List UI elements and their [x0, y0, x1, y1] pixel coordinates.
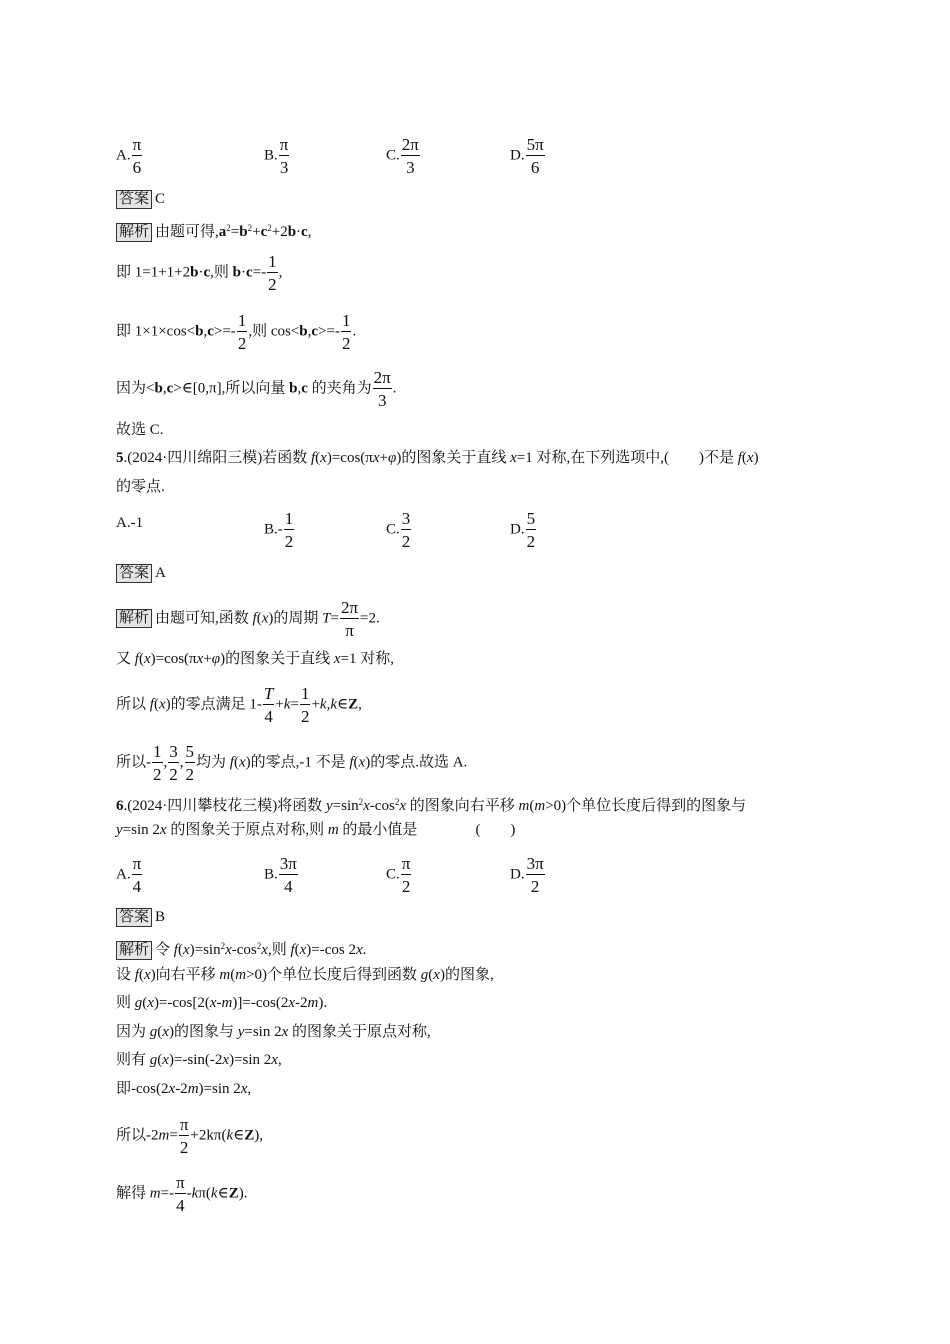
- q5-analysis-line1: 解析 由题可知,函数 f(x)的周期 T= $\frac{2\pi}{\pi}$ =2.: [116, 599, 380, 639]
- q6-analysis-line6: 即-cos(2x-2m)=sin 2x,: [116, 1081, 252, 1097]
- q6-analysis-line1: 解析 令 $f(x)=\sin^2x-\cos^2x$,则 f(x)=-cos 2x.: [116, 936, 366, 960]
- analysis-tag: 解析: [116, 223, 152, 242]
- q5-option-c[interactable]: C. $\frac{3}{2}$: [386, 509, 411, 551]
- q6-answer: 答案 B: [116, 907, 165, 927]
- q4-option-a[interactable]: A. $\frac{\pi}{6}$: [116, 135, 142, 177]
- q5-answer: 答案 A: [116, 563, 166, 583]
- q6-analysis-line7: 所以-2m= $\frac{\pi}{2}$ +2kπ(k∈Z),: [116, 1115, 263, 1157]
- analysis-tag: 解析: [116, 941, 152, 960]
- q6-analysis-line4: 因为 g(x)的图象与 y=sin 2x 的图象关于原点对称,: [116, 1024, 431, 1040]
- q5-analysis-line3: 所以 f(x)的零点满足 1- $\frac{T}{4}$ +k= $\frac{1}{2}$ +k,k∈Z,: [116, 684, 362, 726]
- q5-stem-line2: 的零点.: [116, 479, 165, 495]
- q6-analysis-line8: 解得 m=- $\frac{\pi}{4}$ -kπ(k∈Z).: [116, 1173, 248, 1215]
- q4-option-d[interactable]: D. $\frac{5\pi}{6}$: [510, 135, 544, 177]
- q6-option-b[interactable]: B. $\frac{3\pi}{4}$: [264, 854, 297, 896]
- q4-answer: 答案 C: [116, 189, 165, 209]
- q6-option-d[interactable]: D. $\frac{3\pi}{2}$: [510, 854, 544, 896]
- q5-option-d[interactable]: D. $\frac{5}{2}$: [510, 509, 536, 551]
- answer-tag: 答案: [116, 564, 152, 583]
- q4-conclusion: 故选 C.: [116, 422, 164, 438]
- q6-analysis-line3: 则 g(x)=-cos[2(x-m)]=-cos(2x-2m).: [116, 995, 328, 1011]
- q5-stem-line1: 5.(2024·四川绵阳三模)若函数 f(x)=cos(πx+φ)的图象关于直线 x=1 对称,在下列选项中,( )不是 f(x): [116, 450, 759, 466]
- q5-option-a[interactable]: A.-1: [116, 515, 144, 531]
- q6-stem-line2: y=sin 2x 的图象关于原点对称,则 m 的最小值是 ( ): [116, 822, 516, 838]
- q6-option-a[interactable]: A. $\frac{\pi}{4}$: [116, 854, 142, 896]
- q4-option-c[interactable]: C. $\frac{2\pi}{3}$: [386, 135, 419, 177]
- q6-stem-line1: 6.(2024·四川攀枝花三模)将函数 $y=\sin^2x-\cos^2x$ 的图象向右平移 m(m>0)个单位长度后得到的图象与: [116, 797, 747, 814]
- q4-option-b[interactable]: B. $\frac{\pi}{3}$: [264, 135, 289, 177]
- q6-analysis-line5: 则有 g(x)=-sin(-2x)=sin 2x,: [116, 1052, 282, 1068]
- q4-analysis-line4: 因为<b,c>∈[0,π],所以向量 b,c 的夹角为 $\frac{2\pi}{3}$ .: [116, 368, 397, 410]
- q4-analysis-line2: 即 1=1+1+2b·c,则 b·c=- $\frac{1}{2}$ ,: [116, 252, 283, 294]
- q4-analysis-line3: 即 1×1×cos<b,c>=- $\frac{1}{2}$ ,则 cos<b,c>=- $\frac{1}{2}$ .: [116, 311, 357, 353]
- q5-analysis-line2: 又 f(x)=cos(πx+φ)的图象关于直线 x=1 对称,: [116, 651, 394, 667]
- answer-tag: 答案: [116, 908, 152, 927]
- analysis-tag: 解析: [116, 609, 152, 628]
- answer-tag: 答案: [116, 190, 152, 209]
- q5-option-b[interactable]: B.- $\frac{1}{2}$: [264, 509, 294, 551]
- q6-analysis-line2: 设 f(x)向右平移 m(m>0)个单位长度后得到函数 g(x)的图象,: [116, 967, 494, 983]
- q6-option-c[interactable]: C. $\frac{\pi}{2}$: [386, 854, 411, 896]
- q4-analysis-line1: 解析 由题可得$,a^2=b^2+c^2+2b\cdot c$,: [116, 218, 311, 242]
- q5-analysis-line4: 所以- $\frac{1}{2}$ , $\frac{3}{2}$ , $\frac{5}{2}$ 均为 f(x)的零点,-1 不是 f(x)的零点.故选 A.: [116, 742, 468, 784]
